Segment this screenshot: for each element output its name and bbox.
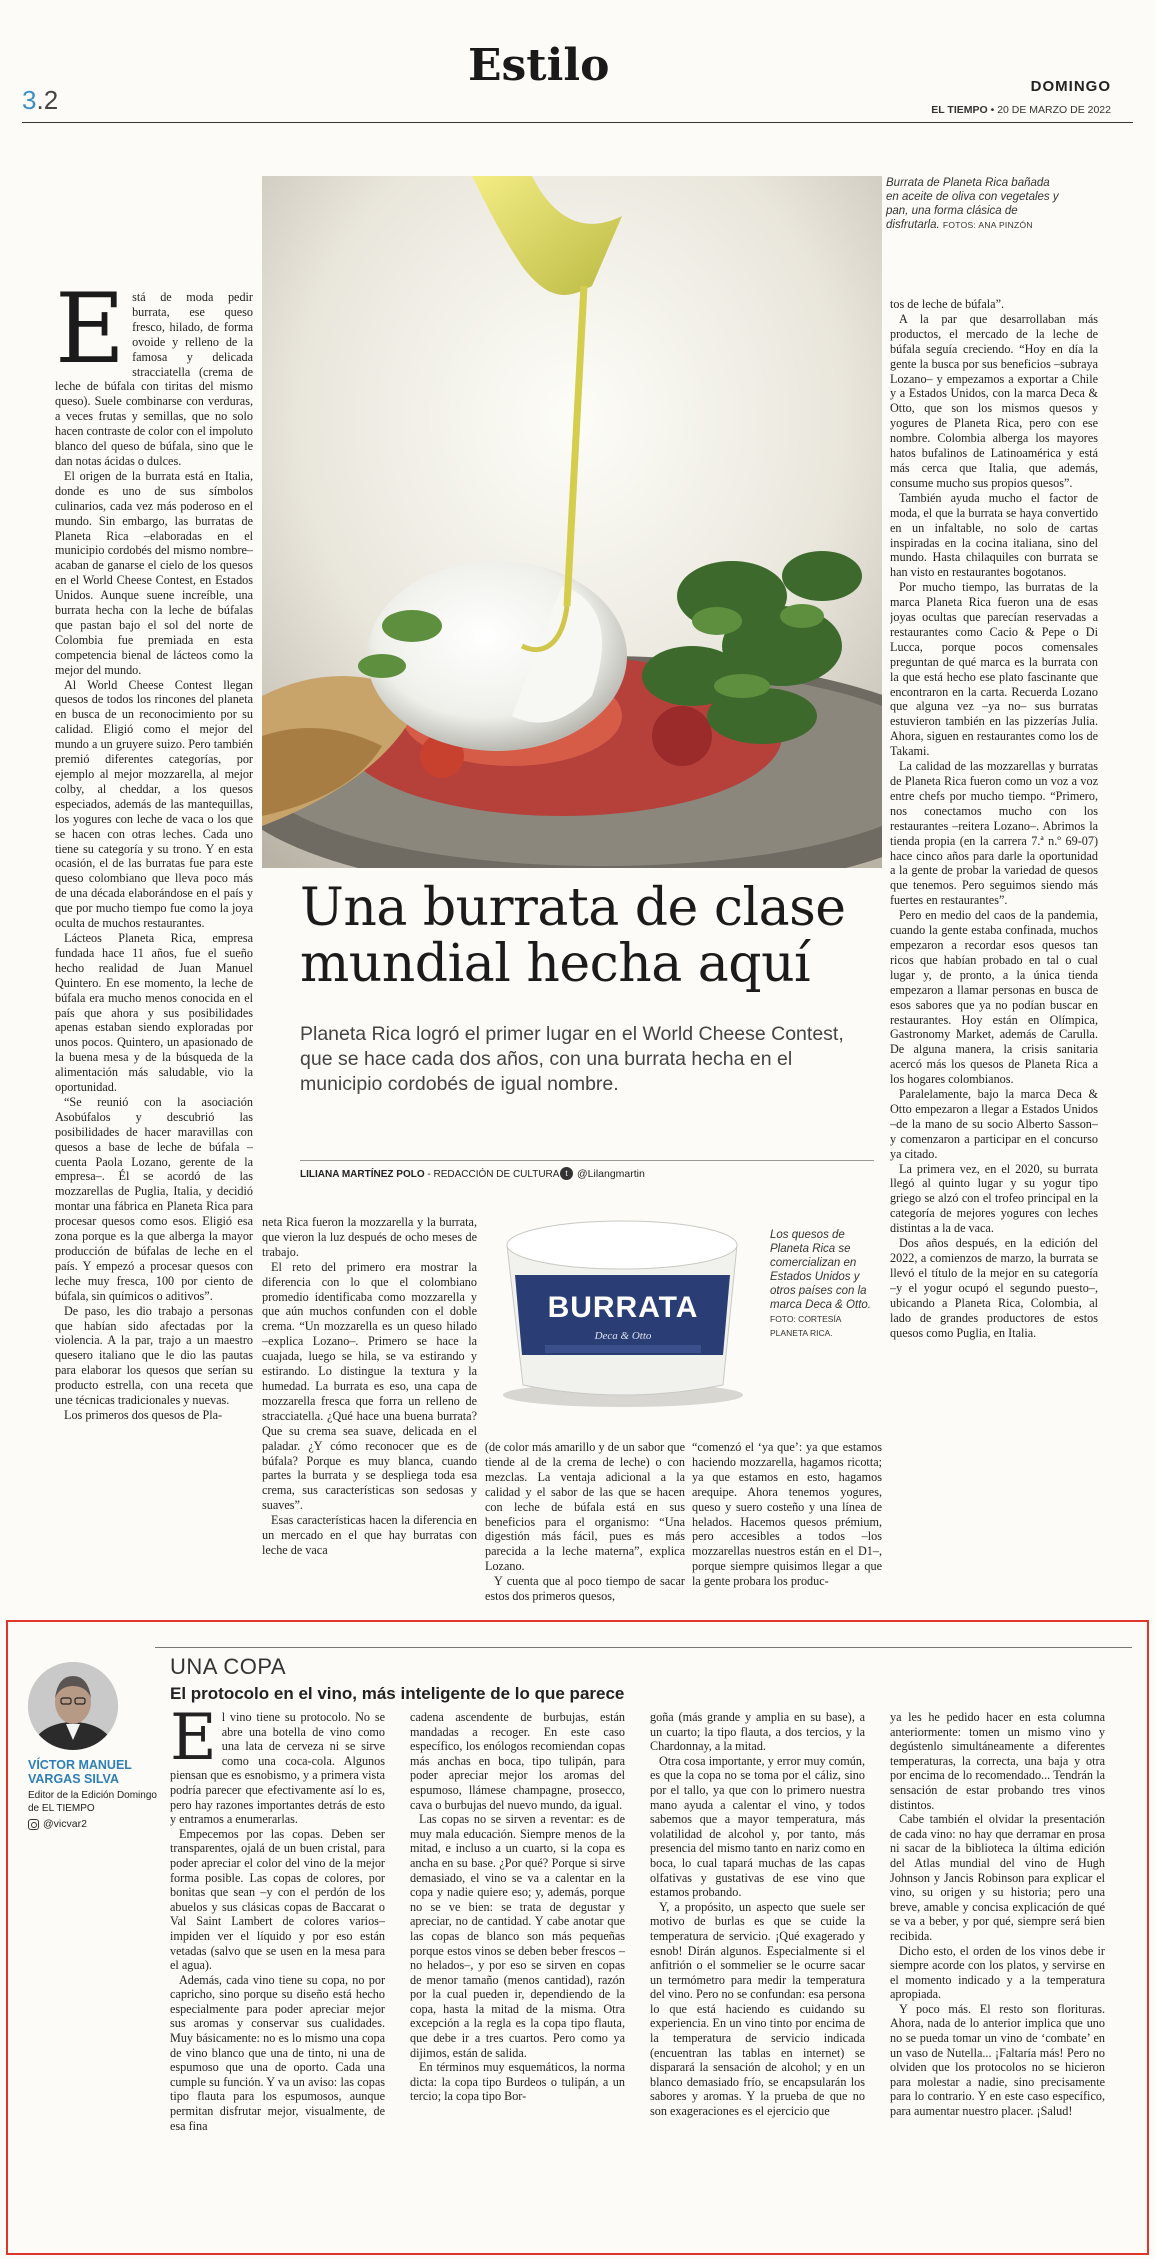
paragraph: Cabe también el olvidar la presentación de cada vino: no hay que derramar en prosa ni sacar de la biblioteca la última edición del Atlas mundial del vino de Hugh Johnson y Jancis Robinson para explicar el vino, su origen y su historia; pero una breve, amable y concisa explicación de qué se va a beber, y por qué, siempre será bien recibida.: [890, 1812, 1105, 1943]
paragraph: Por mucho tiempo, las burratas de la marca Planeta Rica fueron una de esas joyas ocultas que parecían reservadas a restaurantes como Cacio & Pepe o Di Lucca, porque pocos comensales preguntan de qué marca es la burrata con la que está hecho ese plato fascinante que encontraron en la carta. Recuerda Lozano que alguna vez –ya no– sus burratas estuvieron también en las pizzerías Julia. Ahora, siguen en restaurantes como los de Takami.: [890, 580, 1098, 759]
paragraph: La primera vez, en el 2020, su burrata llegó al quinto lugar y su yogur tipo griego se alzó con el trofeo principal en la categoría de mejores yogures con leches distintas a la de vaca.: [890, 1161, 1098, 1236]
page-number: [22, 85, 58, 116]
paragraph: La calidad de las mozzarellas y burratas de Planeta Rica fueron como un voz a voz entre chefs por mucho tiempo. “Primero, nos conectamos mucho con los restaurantes –reitera Lozano–. Abrimos la tienda propia (en la carrera 7.ª n.º 69-07) hace cinco años para darle la oportunidad a la gente de probar la variedad de quesos que tenemos. Pero seguimos siendo más fuertes en restaurantes”.: [890, 759, 1098, 908]
drop-cap: E: [55, 290, 126, 385]
byline-twitter[interactable]: [560, 1167, 645, 1180]
paragraph: Y poco más. El resto son florituras. Ahora, nada de lo anterior implica que uno no se pueda tomar un vino de ‘combate’ en un vaso de Nutella... ¡Faltaría más! Pero no olviden que los protocolos no se hicieron para molestar a nadie, sino precisamente para lo contrario. Y en este caso específico, para aumentar nuestro placer. ¡Salud!: [890, 2001, 1105, 2119]
paragraph: cadena ascendente de burbujas, están mandadas a recoger. En este caso específico, los enólogos recomiendan copas más anchas en boca, tipo tulipán, para poder apreciar mejor los aromas del espumoso, llámese champagne, prosecco, cava o burbujas del nuevo mundo, da igual.: [410, 1710, 625, 1812]
column-text-2: [410, 1710, 625, 2250]
article-column-2: [262, 1215, 477, 1610]
product-brand-text: Deca & Otto: [594, 1330, 652, 1342]
byline: [300, 1169, 559, 1180]
paragraph: Dicho esto, el orden de los vinos debe ir siempre acorde con los platos, y servirse en el momento indicado y a la temperatura apropiada.: [890, 1943, 1105, 2002]
photo-credit: FOTOS: ANA PINZÓN: [942, 220, 1033, 230]
byline-author: LILIANA MARTÍNEZ POLO: [300, 1169, 425, 1180]
paragraph: Paralelamente, bajo la marca Deca & Otto empezaron a llegar a Estados Unidos –de la mano de su socio Alberto Sasson– y comenzaron a participar en el concurso ya citado.: [890, 1087, 1098, 1161]
newspaper-name: EL TIEMPO: [931, 104, 988, 116]
column-title: El protocolo en el vino, más inteligente de lo que parece: [170, 1684, 625, 1703]
column-text-3: [650, 1710, 865, 2250]
issue-date: • 20 DE MARZO DE 2022: [987, 104, 1111, 116]
author-name: VÍCTOR MANUEL VARGAS SILVA: [28, 1758, 132, 1786]
twitter-handle: @Lilangmartin: [577, 1167, 645, 1180]
product-caption-text: Los quesos de Planeta Rica se comercializan en Estados Unidos y otros países con la marca Deca & Otto.: [770, 1229, 871, 1311]
author-handle-text: @vicvar2: [43, 1818, 87, 1830]
twitter-icon: t: [560, 1167, 573, 1180]
section-title: Estilo: [468, 40, 610, 91]
paragraph: (de color más amarillo y de un sabor que tiende al de la crema de leche) o con mezclas. La ventaja adicional a la calidad y el sabor de las que se hacen con leche de búfala está en sus beneficios para el organismo: “Una digestión más fácil, pues es más parecida a la leche materna”, explica Lozano.: [485, 1440, 685, 1574]
column-kicker: UNA COPA: [170, 1654, 287, 1679]
paragraph: Lácteos Planeta Rica, empresa fundada hace 11 años, fue el sueño hecho realidad de Juan Manuel Quintero. En ese momento, la leche de búfala era mucho menos conocida en el país que ahora y sus posibilidades apenas estaban siendo exploradas por unos pocos. Quintero, un apasionado de la buena mesa y de la búsqueda de la alimentación más saludable, vio la oportunidad.: [55, 930, 253, 1095]
paragraph: tos de leche de búfala”.: [890, 297, 1005, 311]
byline-rule: [300, 1160, 874, 1161]
paragraph: goña (más grande y amplia en su base), a un cuarto; la tipo flauta, a dos tercios, y la Chardonnay, a la mitad.: [650, 1710, 865, 1754]
paragraph: Empecemos por las copas. Deben ser transparentes, ojalá de un buen cristal, para poder apreciar el color del vino de la mejor forma posible. Las copas de colores, por bonitas que sean –y con el perdón de los abuelos y sus clásicas copas de Baccarat o Val Saint Lambert de colores varios– impiden ver el líquido y por eso están vetadas (salvo que se usen en la mesa para el agua).: [170, 1826, 385, 1973]
paragraph: Y cuenta que al poco tiempo de sacar estos dos primeros quesos,: [485, 1574, 685, 1604]
author-avatar: [28, 1662, 118, 1750]
paragraph: Dos años después, en la edición del 2022, a comienzos de marzo, la burrata se llevó el título de la mejor en su categoría –y el yogur ocupó el segundo puesto–, ubicando a Planeta Rica, Colombia, al lado de grandes productores de estos quesos como Puglia, en Italia.: [890, 1236, 1098, 1340]
photo-caption-text: Burrata de Planeta Rica bañada en aceite de oliva con vegetales y pan, una forma clásica de disfrutarla.: [886, 177, 1059, 231]
paragraph: stá de moda pedir burrata, ese queso fresco, hilado, de forma ovoide y relleno de la famosa y delicada stracciatella (crema de leche de búfala con tiritas del mismo queso). Suele combinarse con verduras, a veces frutas y semillas, que no solo hacen contraste de color con el impoluto blanco del queso de búfala, sino que le dan notas ácidas o dulces.: [55, 290, 253, 468]
product-credit: FOTO: CORTESÍA PLANETA RICA.: [770, 1314, 842, 1338]
paragraph: De paso, les dio trabajo a personas que habían sido afectadas por la violencia. A la par, trajo a un maestro quesero italiano que le dio las pautas para elaborar los quesos que serían su producto estrella, con una receta que une técnicas tradicionales y nuevas.: [55, 1303, 253, 1408]
page-number-sub: .2: [36, 85, 59, 115]
paragraph: El origen de la burrata está en Italia, donde es uno de sus símbolos culinarios, cada vez más poderoso en el mundo. Sin embargo, las burratas de Planeta Rica –elaboradas en el municipio cordobés del mismo nombre– acaban de ganarse el cielo de los quesos en el World Cheese Contest, en Estados Unidos. Aunque suene increíble, una burrata hecha con la leche de búfalas que pastan bajo el sol del norte de Colombia fue premiada en esta competencia bienal de lácteos como la mejor del mundo.: [55, 468, 253, 677]
paragraph: Pero en medio del caos de la pandemia, cuando la gente estaba confinada, muchos empezaron a recordar esos quesos tan ricos que habían probado en tal o cual lugar y, de pronto, a la única tienda empezaron a llamar personas en busca de esos sabores que ya no podían buscar en restaurantes. Hoy están en Olímpica, Gastronomy Market, además de Carulla. De alguna manera, la crisis sanitaria acercó más los quesos de Planeta Rica a los hogares colombianos.: [890, 908, 1098, 1087]
column-text-4: [890, 1710, 1105, 2250]
author-role: Editor de la Edición Domingo de EL TIEMPO: [28, 1790, 157, 1814]
article-deck: Planeta Rica logró el primer lugar en el World Cheese Contest, que se hace cada dos años, con una burrata hecha en el municipio cordobés de igual nombre.: [300, 1023, 844, 1095]
article-column-3: [485, 1440, 685, 1610]
instagram-icon: [28, 1819, 39, 1830]
product-photo: [485, 1205, 760, 1410]
product-label-text: BURRATA: [547, 1291, 699, 1324]
paragraph: Las copas no se sirven a reventar: es de muy mala educación. Siempre menos de la mitad, e incluso a un cuarto, si la copa es ancha en su base. ¿Por qué? Porque si sirve demasiado, el vino se va a calentar en la copa y nadie quiere eso; y, además, porque no se ve bien: se trata de degustar y apreciar, no de cantidad. Y cabe anotar que las copas de blanco son más pequeñas porque estos vinos se deben beber frescos –no helados–, y por eso se sirven en copas de menor tamaño (menos cantidad), razón por la cual pueden ir, dependiendo de la copa, hasta la mitad de la misma. Otra excepción a la regla es la copa tipo flauta, que debe ir a tres cuartos. Pero como ya dijimos, están de salida.: [410, 1812, 625, 2060]
paragraph: A la par que desarrollaban más productos, el mercado de la leche de búfala seguía creciendo. “Hoy en día la gente la busca por sus beneficios –subraya Lozano– y empezamos a exportar a Chile y a Estados Unidos, con la marca Deca & Otto, que son los mismos quesos y yogures de Planeta Rica, pero con ese nombre. Colombia alberga los mayores hatos bufalinos de Latinoamérica y está más cerca que Italia, que además, consume mucho sus propios quesos”.: [890, 311, 1098, 490]
paragraph: Otra cosa importante, y error muy común, es que la copa no se toma por el cáliz, sino por el tallo, ya que con lo primero nuestra mano ayuda a calentar el vino, y todos sabemos que a mayor temperatura, más volatilidad de alcohol y, por tanto, más presencia del mismo tanto en nariz como en boca, lo cual tapará muchas de las capas olfativas y gustativas de ese vino que estamos probando.: [650, 1753, 865, 1900]
article-headline: Una burrata de clase mundial hecha aquí: [300, 878, 846, 994]
byline-desk: - REDACCIÓN DE CULTURA: [424, 1169, 560, 1180]
paragraph: neta Rica fueron la mozzarella y la burrata, que vieron la luz después de ocho meses de trabajo.: [262, 1215, 477, 1259]
paragraph: El reto del primero era mostrar la diferencia con lo que el colombiano promedio identificaba como mozzarella y que aún muchos confunden con el doble crema. “Un mozzarella es un queso hilado –explica Lozano–. Primero se hace la cuajada, luego se hila, se va estirando y estirando. Lo distingue la textura y la humedad. La burrata es eso, una capa de mozzarella fresca que forra un relleno de stracciatella. ¿Qué hace una buena burrata? Que su crema sea suave, delicada en el paladar. ¿Y cómo reconocer que es de búfala? Porque es muy blanca, cuando partes la burrata y se despliega toda esa crema, sus características son sedosas y suaves”.: [262, 1259, 477, 1513]
edition-day: DOMINGO: [1030, 78, 1111, 95]
article-column-4: [692, 1440, 882, 1610]
drop-cap: E: [170, 1710, 217, 1775]
column-text-1: [170, 1710, 385, 2250]
paragraph: En términos muy esquemáticos, la norma dicta: la copa tipo Burdeos o tulipán, a un tercio; la copa tipo Bor-: [410, 2060, 625, 2104]
paragraph: l vino tiene su protocolo. No se abre una botella de vino como una lata de cerveza ni se sirve como una coca-cola. Algunos piensan que es esnobismo, y a primera vista podría parecer que efectivamente así lo es, pero hay razones importantes detrás de esto y entramos a enumerarlas.: [170, 1710, 385, 1827]
product-caption: [770, 1228, 880, 1340]
paragraph: Los primeros dos quesos de Pla-: [64, 1407, 223, 1422]
paragraph: “Se reunió con la asociación Asobúfalos y descubrió las posibilidades de hacer maravillas con quesos a base de leche de búfala –cuenta Paola Lozano, gerente de la empresa–. Él se acordó de las mozzarellas de Puglia, Italia, y decidió montar una fábrica en Planeta Rica para procesar quesos como esos. Eligió esa zona porque es la que alberga la mayor producción de búfalas de leche en el país. Y empezó a procesar quesos con leche muy fresca, 100 por ciento de búfala, sin químicos o aditivos”.: [55, 1094, 253, 1303]
paragraph: Esas características hacen la diferencia en un mercado en el que hay burratas con leche de vaca: [262, 1513, 477, 1557]
paragraph: Al World Cheese Contest llegan quesos de todos los rincones del planeta en busca de un reconocimiento por su calidad. Eligió como el mejor del mundo a un gruyere suizo. Pero también premió diferentes categorías, por ejemplo al mejor mozzarella, al mejor colby, al cheddar, a los quesos especiados, además de las mantequillas, los yogures con leche de vaca o los que se hacen con otras leches. Cada uno tiene su categoría y su trono. Y en esta ocasión, el de las burratas fue para este queso colombiano que lleva poco más de una década elaborándose en el país y que por mucho tiempo fue como la joya oculta de muchos restaurantes.: [55, 677, 253, 931]
paragraph: ya les he pedido hacer en esta columna anteriormente: tomen un mismo vino y degústenlo simultáneamente a diferentes temperaturas, la correcta, una baja y otra por encima de lo recomendado... Tendrán la sensación de estar probando tres vinos distintos.: [890, 1710, 1105, 1812]
paragraph: También ayuda mucho el factor de moda, el que la burrata se haya convertido en un infaltable, no solo de cartas inspiradas en la cocina italiana, sino del mundo. Hasta chilaquiles con burrata se han visto en restaurantes bogotanos.: [890, 490, 1098, 580]
dateline: [931, 104, 1111, 116]
header-rule: [22, 122, 1133, 123]
paragraph: Además, cada vino tiene su copa, no por capricho, sino porque su diseño está hecho especialmente para poder apreciar mejor sus aromas y conservar sus cualidades. Muy básicamente: no es lo mismo una copa de vino blanco que una de tinto, ni una de espumoso que una de oporto. Cada una cumple su función. Y va un aviso: las copas tipo flauta para los espumosos, aunque permitan disfrutar mejor, visualmente, de esa fina: [170, 1972, 385, 2133]
article-column-1: [55, 290, 253, 1610]
page-number-main: 3: [22, 85, 37, 115]
photo-caption: [886, 176, 1061, 232]
column-rule: [155, 1647, 1132, 1648]
article-column-5: [890, 297, 1098, 1612]
paragraph: “comenzó el ‘ya que’: ya que estamos haciendo mozzarella, hagamos ricotta; ya que estamos en esto, hagamos arequipe. Ahora tenemos yogures, queso y suero costeño y una línea de helados. Hacemos quesos prémium, pero accesibles a todos –los mozzarellas nuestros están en el D1–, porque siempre quisimos llegar a que la gente probara los produc-: [692, 1440, 882, 1589]
burrata-photo: [262, 176, 882, 868]
author-handle[interactable]: [28, 1818, 87, 1830]
paragraph: Y, a propósito, un aspecto que suele ser motivo de burlas es que se cuide la temperatura de servicio. ¡Qué exagerado y esnob! Dirán algunos. Especialmente si el anfitrión o el sommelier se le ocurre sacar un termómetro para medir la temperatura del vino. Pero no se confundan: esa persona lo que está haciendo es cuidando su experiencia. En un vino tinto por encima de la temperatura de servicio indicada (encuentran las tablas en internet) se disparará la sensación de alcohol; y en un blanco demasiado frío, se encapsularán los sabores y aromas. Y la prueba de que no son exageraciones es el ejercicio que: [650, 1899, 865, 2119]
